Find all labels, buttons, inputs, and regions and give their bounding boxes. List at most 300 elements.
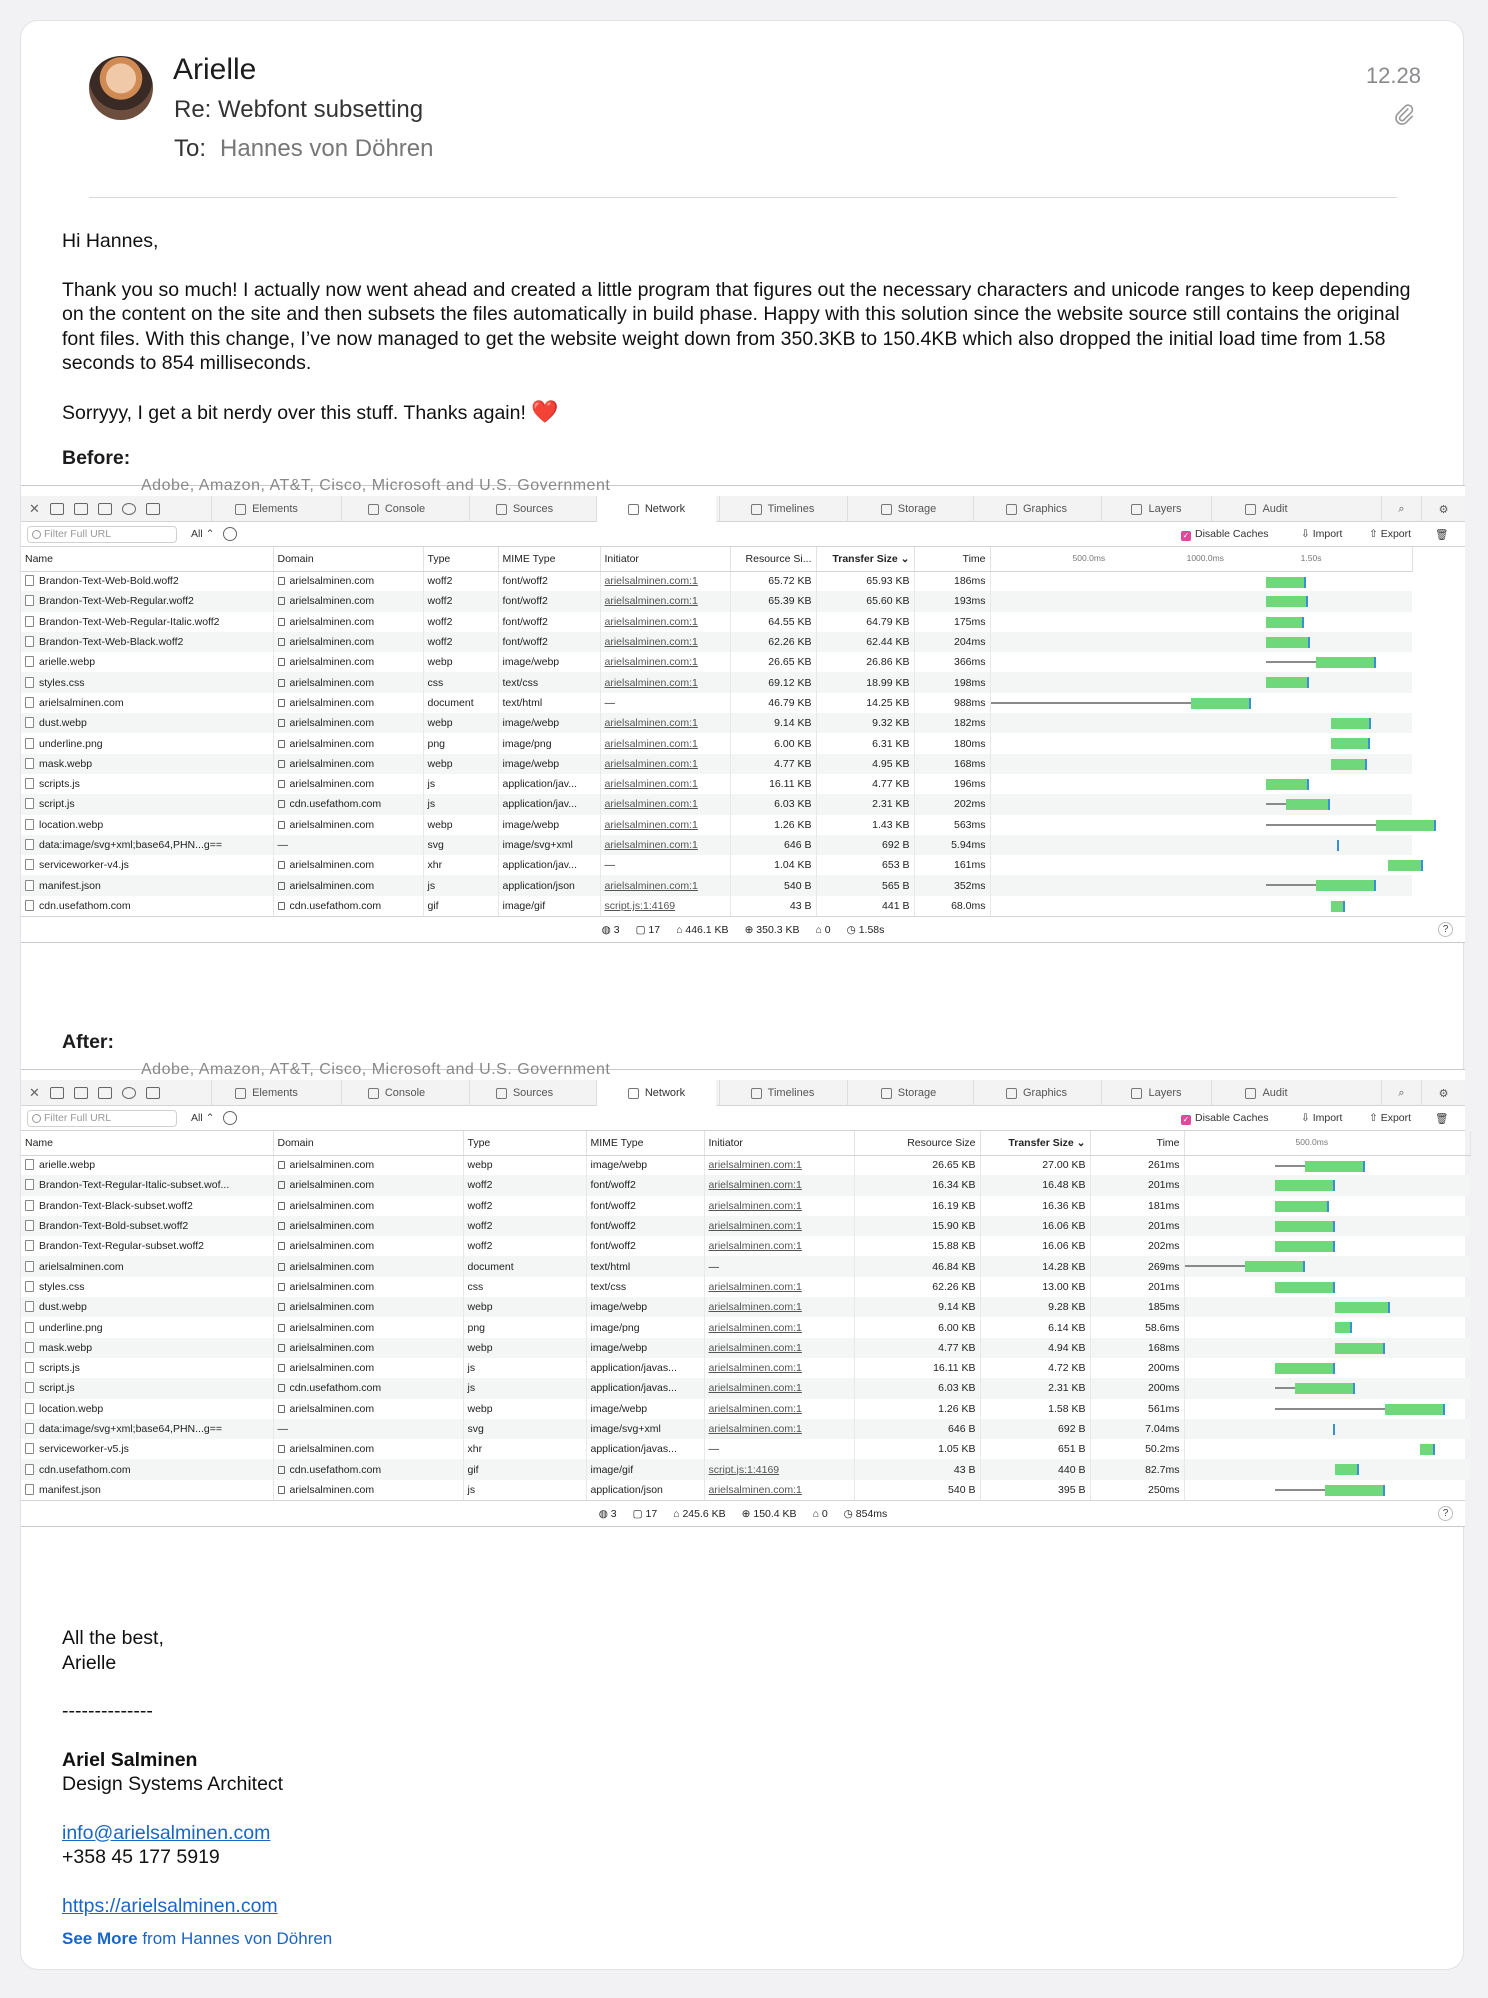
cell-resource: 1.05 KB <box>854 1439 980 1459</box>
waterfall-bar[interactable] <box>1266 677 1310 688</box>
tab-sources[interactable] <box>469 1080 579 1106</box>
cell-name <box>21 794 273 814</box>
cell-resource: 62.26 KB <box>730 632 816 652</box>
cell-resource: 4.77 KB <box>854 1338 980 1358</box>
cell-domain <box>273 1277 463 1297</box>
waterfall-bar[interactable] <box>1335 1302 1391 1313</box>
col-header-transfer[interactable]: Transfer Size ⌄ <box>980 1131 1090 1155</box>
waterfall-cell <box>990 632 1412 652</box>
cell-initiator <box>704 1236 854 1256</box>
tab-audit[interactable] <box>1211 1080 1321 1106</box>
closing-name: Arielle <box>62 1651 117 1674</box>
tab-label: Layers <box>1148 1087 1182 1099</box>
waterfall-bar[interactable] <box>1388 860 1423 871</box>
initiator-link[interactable]: arielsalminen.com:1 <box>604 839 698 851</box>
dock-side-icon[interactable] <box>98 1087 112 1099</box>
initiator-link[interactable]: arielsalminen.com:1 <box>604 575 698 588</box>
tab-graphics[interactable] <box>973 496 1099 522</box>
waterfall-bar[interactable] <box>1331 901 1346 912</box>
initiator-link[interactable]: arielsalminen.com:1 <box>708 1362 802 1375</box>
cell-type: gif <box>423 896 498 916</box>
initiator-link[interactable]: arielsalminen.com:1 <box>604 676 698 689</box>
tab-timelines[interactable] <box>719 1080 845 1106</box>
tab-timelines[interactable] <box>719 496 845 522</box>
tab-elements[interactable] <box>211 1080 321 1106</box>
lock-icon <box>278 597 285 605</box>
waterfall-bar[interactable] <box>1295 1383 1355 1394</box>
file-icon <box>25 1484 34 1495</box>
initiator-link[interactable]: arielsalminen.com:1 <box>708 1301 802 1314</box>
tab-layers[interactable] <box>1101 496 1211 522</box>
table-row[interactable] <box>21 835 1412 855</box>
waterfall-bar[interactable] <box>1245 1261 1305 1272</box>
table-row[interactable] <box>21 754 1412 774</box>
col-header-resource[interactable]: Resource Si... <box>730 547 816 571</box>
table-row[interactable] <box>21 1277 1470 1297</box>
waterfall-bar[interactable] <box>1385 1404 1445 1415</box>
file-name: scripts.js <box>39 778 80 791</box>
cell-time: 204ms <box>914 632 990 652</box>
disable-caches-label: Disable Caches <box>1195 1112 1269 1124</box>
table-row[interactable] <box>21 794 1412 814</box>
dock-bottom-icon[interactable] <box>74 503 88 515</box>
cell-resource: 540 B <box>854 1480 980 1500</box>
waterfall-bar[interactable] <box>1316 657 1376 668</box>
transfer-size-total: ⊕ 350.3 KB <box>744 923 800 936</box>
cell-domain <box>273 1236 463 1256</box>
table-row[interactable] <box>21 1155 1470 1175</box>
paragraph-2 <box>62 400 1432 426</box>
col-header-waterfall[interactable] <box>990 547 1412 571</box>
cell-mime: font/woff2 <box>498 632 600 652</box>
cell-domain: — <box>273 835 423 855</box>
dock-side-icon[interactable] <box>98 503 112 515</box>
file-icon <box>25 636 34 647</box>
cell-initiator <box>704 1480 854 1500</box>
cell-transfer: 4.94 KB <box>980 1338 1090 1358</box>
cell-mime: font/woff2 <box>586 1236 704 1256</box>
cell-type: xhr <box>463 1439 586 1459</box>
timeline-tick: 1000.0ms <box>1186 553 1224 563</box>
file-name: Brandon-Text-Web-Regular.woff2 <box>39 595 194 608</box>
waterfall-wait <box>1185 1265 1245 1267</box>
bleed-text: Adobe, Amazon, AT&T, Cisco, Microsoft and U.S. Government <box>141 1061 611 1078</box>
cached-count: ⌂ 0 <box>815 923 831 936</box>
waterfall-bar[interactable] <box>1275 1221 1335 1232</box>
cell-name <box>21 1216 273 1236</box>
waterfall-bar[interactable] <box>1420 1444 1435 1455</box>
waterfall-bar[interactable] <box>1275 1241 1335 1252</box>
file-icon <box>25 595 34 606</box>
tab-label: Network <box>644 1087 686 1099</box>
cell-time: 202ms <box>1090 1236 1184 1256</box>
requests-count: ▢ 17 <box>632 1507 658 1520</box>
waterfall-cell <box>990 794 1412 814</box>
cell-initiator <box>600 896 730 916</box>
initiator-link[interactable]: arielsalminen.com:1 <box>604 615 698 628</box>
tab-elements[interactable] <box>211 496 321 522</box>
table-row[interactable] <box>21 1399 1470 1419</box>
tab-network[interactable] <box>596 496 716 522</box>
table-row[interactable] <box>21 672 1412 692</box>
cell-transfer: 62.44 KB <box>816 632 914 652</box>
initiator-link[interactable]: arielsalminen.com:1 <box>708 1179 802 1192</box>
table-row[interactable] <box>21 713 1412 733</box>
initiator-link[interactable]: arielsalminen.com:1 <box>708 1280 802 1293</box>
file-icon <box>25 1322 34 1333</box>
search-icon[interactable]: ⌕ <box>1381 496 1421 522</box>
col-header-time[interactable]: Time <box>914 547 990 571</box>
col-header-mime[interactable]: MIME Type <box>586 1131 704 1155</box>
cell-type: document <box>423 693 498 713</box>
cell-mime: image/png <box>498 733 600 753</box>
tab-graphics[interactable] <box>973 1080 1099 1106</box>
waterfall-bar[interactable] <box>1266 637 1311 648</box>
console-icon <box>368 504 379 515</box>
close-icon[interactable]: ✕ <box>29 500 40 516</box>
initiator-link[interactable]: arielsalminen.com:1 <box>708 1341 802 1354</box>
waterfall-bar[interactable] <box>1335 1322 1353 1333</box>
waterfall-bar[interactable] <box>1266 779 1309 790</box>
table-row[interactable] <box>21 1358 1470 1378</box>
cell-resource: 6.03 KB <box>854 1378 980 1398</box>
file-icon <box>25 1301 34 1312</box>
domain-text: arielsalminen.com <box>289 1240 375 1253</box>
file-name: Brandon-Text-Regular-subset.woff2 <box>39 1240 204 1253</box>
col-header-type[interactable]: Type <box>423 547 498 571</box>
initiator-link[interactable]: arielsalminen.com:1 <box>708 1483 802 1496</box>
cell-time: 563ms <box>914 815 990 835</box>
cell-resource: 16.19 KB <box>854 1196 980 1216</box>
tab-label: Sources <box>512 503 554 515</box>
target-icon[interactable] <box>122 503 136 515</box>
cell-type: css <box>423 672 498 692</box>
waterfall-bar[interactable] <box>1286 799 1330 810</box>
cell-transfer: 1.58 KB <box>980 1399 1090 1419</box>
tab-storage[interactable] <box>847 1080 969 1106</box>
col-header-name[interactable]: Name <box>21 1131 273 1155</box>
waterfall-bar[interactable] <box>1266 596 1308 607</box>
waterfall-bar[interactable] <box>1316 880 1376 891</box>
cell-transfer: 16.06 KB <box>980 1236 1090 1256</box>
col-header-type[interactable]: Type <box>463 1131 586 1155</box>
tab-layers[interactable] <box>1101 1080 1211 1106</box>
cell-initiator <box>600 794 730 814</box>
table-row[interactable] <box>21 591 1412 611</box>
table-row[interactable] <box>21 774 1412 794</box>
dock-icon[interactable] <box>50 503 64 515</box>
cell-name <box>21 672 273 692</box>
table-row[interactable] <box>21 1297 1470 1317</box>
domain-text: arielsalminen.com <box>289 1179 375 1192</box>
cell-transfer: 65.60 KB <box>816 591 914 611</box>
network-table <box>21 1131 1471 1500</box>
initiator-link[interactable]: arielsalminen.com:1 <box>708 1382 802 1395</box>
waterfall-cell <box>990 612 1412 632</box>
initiator-link[interactable]: arielsalminen.com:1 <box>604 636 698 649</box>
disable-caches-checkbox[interactable]: ✓ Disable Caches <box>1182 1112 1269 1124</box>
email-link[interactable]: info@arielsalminen.com <box>62 1821 271 1844</box>
initiator-link[interactable]: arielsalminen.com:1 <box>708 1402 802 1415</box>
lock-icon <box>278 1242 285 1250</box>
table-row[interactable] <box>21 815 1412 835</box>
initiator-link[interactable]: arielsalminen.com:1 <box>708 1240 802 1253</box>
export-button[interactable]: ⇧ Export <box>1369 528 1412 540</box>
domain-text: arielsalminen.com <box>289 595 375 608</box>
tab-storage[interactable] <box>847 496 969 522</box>
cell-resource: 1.04 KB <box>730 855 816 875</box>
file-name: Brandon-Text-Black-subset.woff2 <box>39 1199 193 1212</box>
tab-console[interactable] <box>341 1080 451 1106</box>
table-row[interactable] <box>21 1338 1470 1358</box>
waterfall-cell <box>990 672 1412 692</box>
col-header-time[interactable]: Time <box>1090 1131 1184 1155</box>
initiator-link[interactable]: arielsalminen.com:1 <box>604 656 698 669</box>
cell-type: js <box>463 1480 586 1500</box>
cell-resource: 646 B <box>854 1419 980 1439</box>
table-row[interactable] <box>21 855 1412 875</box>
cell-type: webp <box>463 1338 586 1358</box>
initiator-link[interactable]: arielsalminen.com:1 <box>708 1199 802 1212</box>
cell-domain <box>273 1399 463 1419</box>
cell-type: js <box>423 774 498 794</box>
cell-transfer: 395 B <box>980 1480 1090 1500</box>
dock-icon[interactable] <box>50 1087 64 1099</box>
signature-divider: -------------- <box>62 1700 153 1722</box>
tab-console[interactable] <box>341 496 451 522</box>
dock-bottom-icon[interactable] <box>74 1087 88 1099</box>
initiator-link[interactable]: arielsalminen.com:1 <box>604 879 698 892</box>
col-header-domain[interactable]: Domain <box>273 547 423 571</box>
file-name: Brandon-Text-Regular-Italic-subset.wof... <box>39 1179 230 1192</box>
device-icon[interactable] <box>146 1087 160 1099</box>
initiator-link[interactable]: arielsalminen.com:1 <box>604 595 698 608</box>
gear-icon[interactable]: ⚙ <box>1421 496 1465 522</box>
cell-type: woff2 <box>423 632 498 652</box>
table-row[interactable] <box>21 632 1412 652</box>
waterfall-bar[interactable] <box>1331 738 1371 749</box>
waterfall-bar[interactable] <box>1266 577 1307 588</box>
waterfall-bar[interactable] <box>1191 698 1251 709</box>
lock-icon <box>278 1222 285 1230</box>
table-row[interactable] <box>21 1236 1470 1256</box>
timelines-icon <box>751 1088 762 1099</box>
greeting: Hi Hannes, <box>62 230 159 252</box>
table-row[interactable] <box>21 1459 1470 1479</box>
file-icon <box>25 1240 34 1251</box>
cell-transfer: 9.28 KB <box>980 1297 1090 1317</box>
cell-mime: application/jav... <box>498 794 600 814</box>
cell-domain <box>273 1196 463 1216</box>
import-button[interactable]: ⇩ Import <box>1301 1112 1343 1124</box>
table-row[interactable] <box>21 1439 1470 1459</box>
cell-mime: font/woff2 <box>586 1196 704 1216</box>
initiator-link[interactable]: arielsalminen.com:1 <box>708 1220 802 1233</box>
waterfall-wait <box>1275 1408 1385 1410</box>
filter-input[interactable]: Filter Full URL <box>27 1110 177 1127</box>
table-row[interactable] <box>21 1419 1470 1439</box>
table-row[interactable] <box>21 1216 1470 1236</box>
cell-domain <box>273 1216 463 1236</box>
gear-icon[interactable]: ⚙ <box>1421 1080 1465 1106</box>
col-header-waterfall[interactable] <box>1184 1131 1470 1155</box>
waterfall-bar[interactable] <box>1331 718 1371 729</box>
cell-mime: application/javas... <box>586 1439 704 1459</box>
waterfall-bar[interactable] <box>1335 1343 1385 1354</box>
initiator-link[interactable]: arielsalminen.com:1 <box>708 1159 802 1172</box>
waterfall-bar[interactable] <box>1337 840 1339 851</box>
cell-domain <box>273 754 423 774</box>
cell-time: 168ms <box>1090 1338 1184 1358</box>
type-filter-select[interactable]: All ⌃ <box>191 1112 215 1124</box>
col-header-domain[interactable]: Domain <box>273 1131 463 1155</box>
clear-icon[interactable]: 🗑 <box>1435 529 1449 541</box>
device-icon[interactable] <box>146 503 160 515</box>
cell-name <box>21 1155 273 1175</box>
cell-mime: image/webp <box>586 1399 704 1419</box>
filter-options-icon[interactable] <box>223 1111 237 1125</box>
file-icon <box>25 1342 34 1353</box>
col-header-initiator[interactable]: Initiator <box>704 1131 854 1155</box>
close-icon[interactable]: ✕ <box>29 1084 40 1100</box>
cell-name <box>21 1419 273 1439</box>
table-row[interactable] <box>21 693 1412 713</box>
table-row[interactable] <box>21 1378 1470 1398</box>
summary-bar <box>21 916 1465 942</box>
website-link[interactable]: https://arielsalminen.com <box>62 1894 278 1917</box>
domains-count: ◍ 3 <box>598 1507 617 1520</box>
paperclip-icon[interactable] <box>1391 101 1417 127</box>
tab-label: Timelines <box>767 1087 815 1099</box>
search-icon[interactable]: ⌕ <box>1381 1080 1421 1106</box>
waterfall-bar[interactable] <box>1275 1180 1335 1191</box>
table-row[interactable] <box>21 733 1412 753</box>
tab-network[interactable] <box>596 1080 716 1106</box>
cell-domain <box>273 815 423 835</box>
cell-resource: 16.11 KB <box>730 774 816 794</box>
file-icon <box>25 1423 34 1434</box>
initiator-link[interactable]: arielsalminen.com:1 <box>604 757 698 770</box>
cell-transfer: 692 B <box>816 835 914 855</box>
cell-time: 182ms <box>914 713 990 733</box>
table-row[interactable] <box>21 1175 1470 1195</box>
help-icon[interactable]: ? <box>1438 1506 1453 1521</box>
table-row[interactable] <box>21 652 1412 672</box>
avatar[interactable] <box>89 56 153 120</box>
filter-options-icon[interactable] <box>223 527 237 541</box>
initiator-link[interactable]: arielsalminen.com:1 <box>708 1423 802 1435</box>
table-row[interactable] <box>21 571 1412 591</box>
waterfall-wait <box>991 702 1191 704</box>
cell-transfer: 2.31 KB <box>816 794 914 814</box>
summary-bar <box>21 1500 1465 1526</box>
col-header-name[interactable]: Name <box>21 547 273 571</box>
col-header-mime[interactable]: MIME Type <box>498 547 600 571</box>
initiator-link[interactable]: arielsalminen.com:1 <box>604 798 698 811</box>
col-header-resource[interactable]: Resource Size <box>854 1131 980 1155</box>
import-button[interactable]: ⇩ Import <box>1301 528 1343 540</box>
cell-time: 201ms <box>1090 1175 1184 1195</box>
sender-name: Arielle <box>173 53 257 86</box>
domain-text: arielsalminen.com <box>289 1260 375 1273</box>
table-row[interactable] <box>21 1256 1470 1276</box>
graphics-icon <box>1006 1088 1017 1099</box>
tab-audit[interactable] <box>1211 496 1321 522</box>
cell-mime: image/webp <box>498 713 600 733</box>
table-row[interactable] <box>21 875 1412 895</box>
initiator-link[interactable]: script.js:1:4169 <box>708 1463 780 1476</box>
cell-type: document <box>463 1256 586 1276</box>
cached-count: ⌂ 0 <box>812 1507 828 1520</box>
waterfall-cell <box>1184 1236 1470 1256</box>
cell-domain <box>273 612 423 632</box>
export-button[interactable]: ⇧ Export <box>1369 1112 1412 1124</box>
target-icon[interactable] <box>122 1087 136 1099</box>
waterfall-bar[interactable] <box>1275 1201 1329 1212</box>
table-row[interactable] <box>21 1317 1470 1337</box>
waterfall-bar[interactable] <box>1335 1464 1360 1475</box>
waterfall-bar[interactable] <box>1305 1161 1365 1172</box>
waterfall-cell <box>990 815 1412 835</box>
cell-transfer: 6.14 KB <box>980 1317 1090 1337</box>
col-header-initiator[interactable]: Initiator <box>600 547 730 571</box>
initiator-link[interactable]: arielsalminen.com:1 <box>604 717 698 730</box>
cell-resource: 16.11 KB <box>854 1358 980 1378</box>
cell-transfer: 13.00 KB <box>980 1277 1090 1297</box>
filter-input[interactable]: Filter Full URL <box>27 526 177 543</box>
tab-label: Timelines <box>767 503 815 515</box>
lock-icon <box>278 679 285 687</box>
help-icon[interactable]: ? <box>1438 922 1453 937</box>
domain-text: arielsalminen.com <box>289 575 375 588</box>
initiator-link[interactable]: arielsalminen.com:1 <box>604 737 698 750</box>
waterfall-bar[interactable] <box>1275 1363 1335 1374</box>
paragraph-2-text: Sorryyy, I get a bit nerdy over this stuff. Thanks again! <box>62 401 526 424</box>
waterfall-bar[interactable] <box>1376 820 1436 831</box>
cell-initiator <box>704 1419 854 1439</box>
waterfall-bar[interactable] <box>1331 759 1368 770</box>
clear-icon[interactable]: 🗑 <box>1435 1113 1449 1125</box>
cell-name <box>21 1196 273 1216</box>
type-filter-select[interactable]: All ⌃ <box>191 528 215 540</box>
initiator-link[interactable]: arielsalminen.com:1 <box>604 778 698 791</box>
file-name: Brandon-Text-Bold-subset.woff2 <box>39 1220 189 1233</box>
cell-time: 200ms <box>1090 1378 1184 1398</box>
cell-initiator: — <box>600 693 730 713</box>
cell-name <box>21 733 273 753</box>
initiator-link[interactable]: arielsalminen.com:1 <box>708 1321 802 1334</box>
waterfall-bar[interactable] <box>1275 1282 1335 1293</box>
initiator-link[interactable]: arielsalminen.com:1 <box>604 818 698 831</box>
disable-caches-checkbox[interactable]: ✓ Disable Caches <box>1182 528 1269 540</box>
waterfall-bar[interactable] <box>1325 1485 1385 1496</box>
waterfall-bar[interactable] <box>1333 1424 1335 1435</box>
cell-domain <box>273 733 423 753</box>
domain-text: arielsalminen.com <box>289 1443 375 1456</box>
table-row[interactable] <box>21 1196 1470 1216</box>
table-row[interactable] <box>21 1480 1470 1500</box>
waterfall-bar[interactable] <box>1266 617 1305 628</box>
file-name: Brandon-Text-Web-Bold.woff2 <box>39 575 179 588</box>
see-more-link[interactable] <box>62 1929 332 1949</box>
tab-sources[interactable] <box>469 496 579 522</box>
waterfall-cell <box>1184 1216 1470 1236</box>
initiator-link[interactable]: script.js:1:4169 <box>604 899 676 912</box>
table-row[interactable] <box>21 612 1412 632</box>
col-header-transfer[interactable]: Transfer Size ⌄ <box>816 547 914 571</box>
cell-name <box>21 713 273 733</box>
table-row[interactable] <box>21 896 1412 916</box>
